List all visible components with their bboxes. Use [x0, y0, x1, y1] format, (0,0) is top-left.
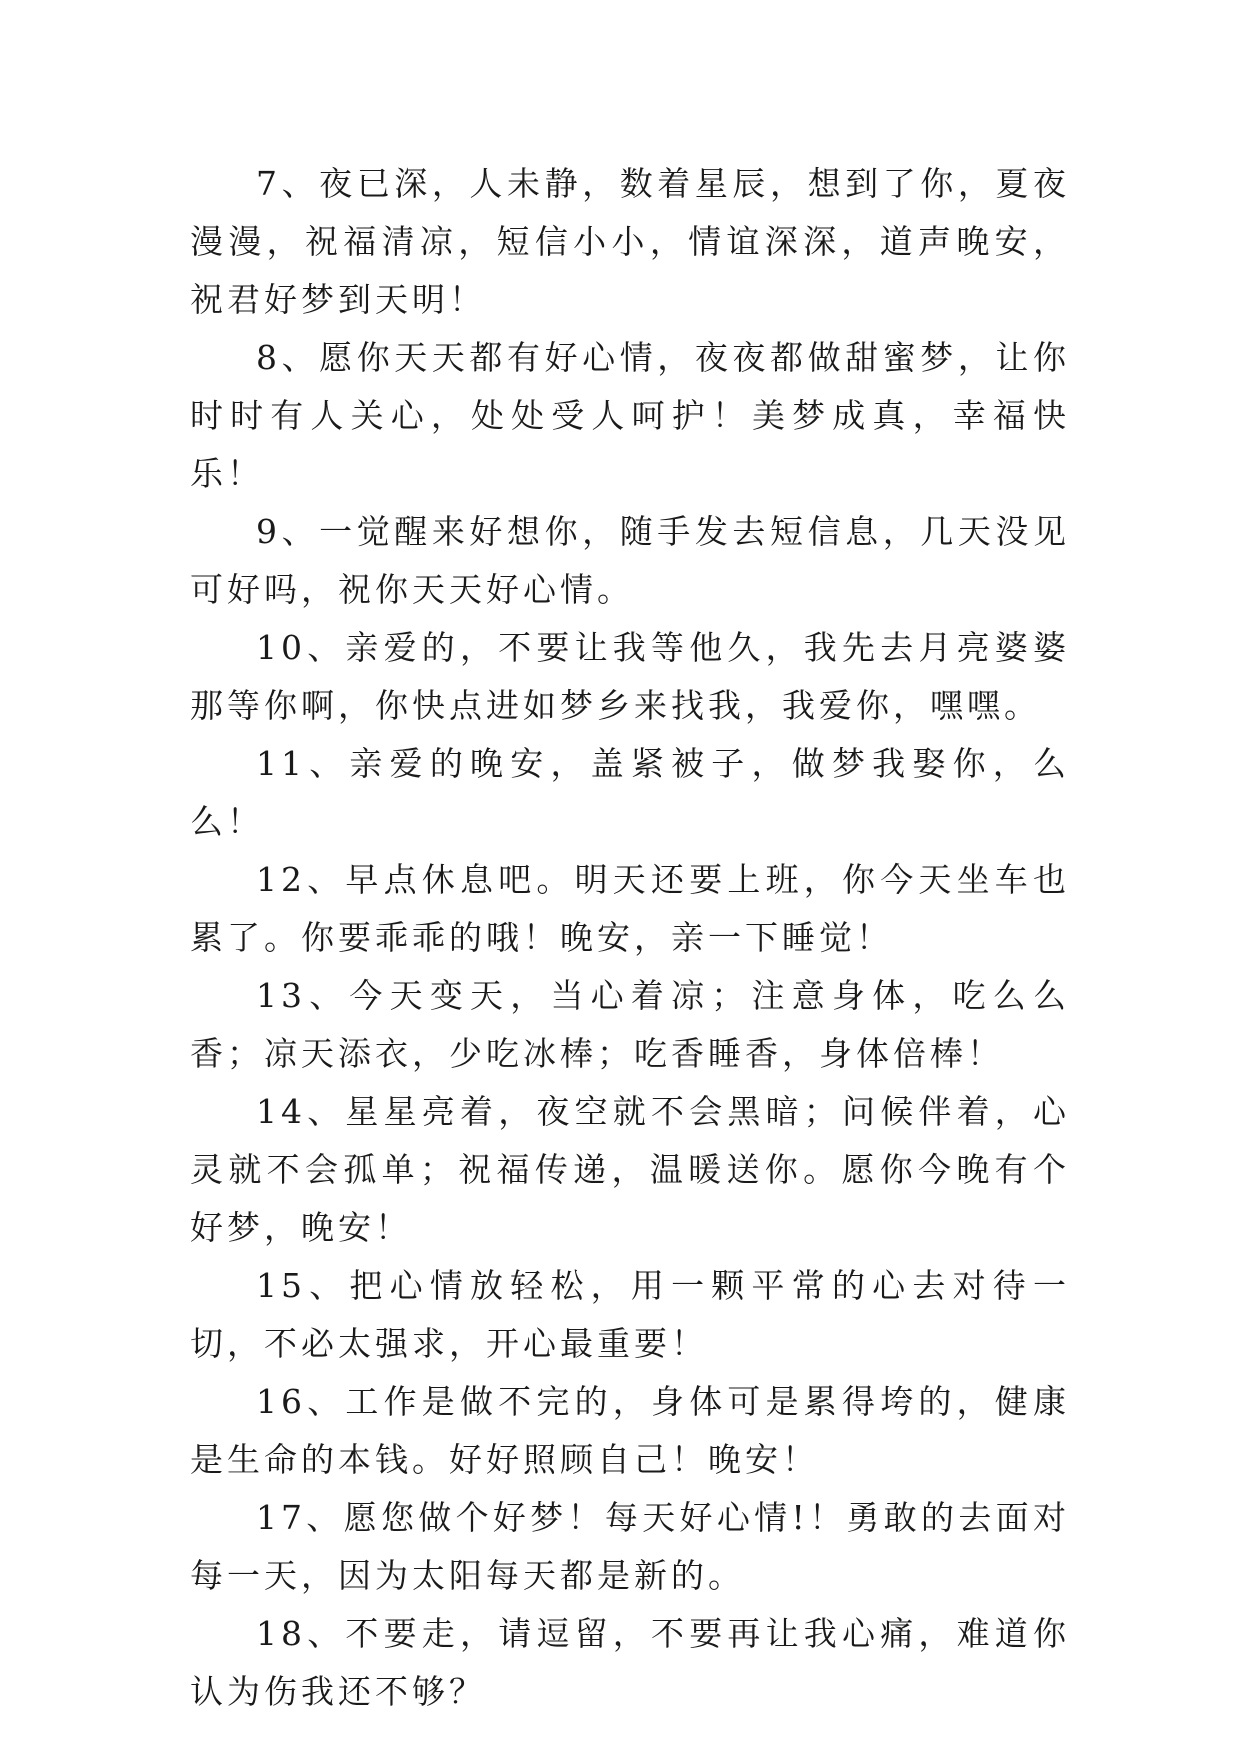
paragraph-7: 7、夜已深，人未静，数着星辰，想到了你，夏夜漫漫，祝福清凉，短信小小，情谊深深，道声晚安，祝君好梦到天明！: [190, 164, 1070, 319]
paragraph-11: 11、亲爱的晚安，盖紧被子，做梦我娶你，么么！: [190, 744, 1070, 841]
paragraph-13: 13、今天变天，当心着凉；注意身体，吃么么香；凉天添衣，少吃冰棒；吃香睡香，身体倍棒！: [190, 976, 1070, 1073]
paragraph-10: 10、亲爱的，不要让我等他久，我先去月亮婆婆那等你啊，你快点进如梦乡来找我，我爱你，嘿嘿。: [190, 628, 1070, 725]
document-body: [190, 155, 1070, 1721]
paragraph-17: 17、愿您做个好梦！每天好心情!！勇敢的去面对每一天，因为太阳每天都是新的。: [190, 1498, 1070, 1595]
paragraph-12: 12、早点休息吧。明天还要上班，你今天坐车也累了。你要乖乖的哦！晚安，亲一下睡觉！: [190, 860, 1070, 957]
paragraph-9: 9、一觉醒来好想你，随手发去短信息，几天没见可好吗，祝你天天好心情。: [190, 512, 1070, 609]
paragraph-8: 8、愿你天天都有好心情，夜夜都做甜蜜梦，让你时时有人关心，处处受人呵护！美梦成真，幸福快乐！: [190, 338, 1070, 493]
paragraph-15: 15、把心情放轻松，用一颗平常的心去对待一切，不必太强求，开心最重要！: [190, 1266, 1070, 1363]
paragraph-14: 14、星星亮着，夜空就不会黑暗；问候伴着，心灵就不会孤单；祝福传递，温暖送你。愿你今晚有个好梦，晚安！: [190, 1092, 1070, 1247]
paragraph-18: 18、不要走，请逗留，不要再让我心痛，难道你认为伤我还不够？: [190, 1614, 1070, 1711]
paragraph-16: 16、工作是做不完的，身体可是累得垮的，健康是生命的本钱。好好照顾自己！晚安！: [190, 1382, 1070, 1479]
